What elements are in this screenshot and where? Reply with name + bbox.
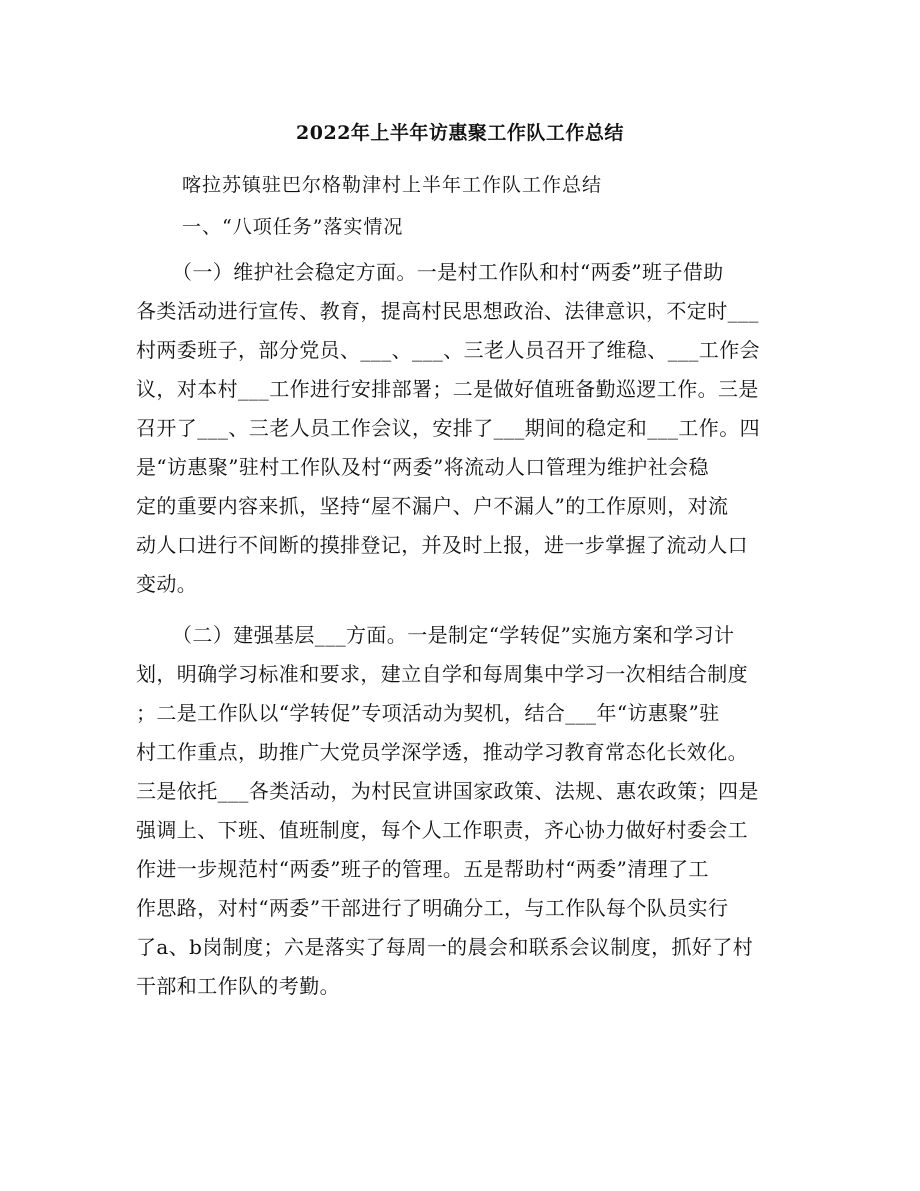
paragraph-line: 三是依托___各类活动，为村民宣讲国家政策、法规、惠农政策；四是 bbox=[136, 779, 759, 803]
paragraph-line: 作思路，对村“两委”干部进行了明确分工，与工作队每个队员实行 bbox=[136, 896, 729, 920]
paragraph-line: 动人口进行不间断的摸排登记，并及时上报，进一步掌握了流动人口 bbox=[136, 533, 748, 557]
paragraph-line: 了a、b岗制度；六是落实了每周一的晨会和联系会议制度，抓好了村 bbox=[136, 935, 754, 959]
paragraph-line: 各类活动进行宣传、教育，提高村民思想政治、法律意识，不定时___ bbox=[136, 299, 759, 323]
paragraph-line: 村工作重点，助推广大党员学深学透，推动学习教育常态化长效化。 bbox=[136, 740, 748, 764]
paragraph-line: 召开了___、三老人员工作会议，安排了___期间的稳定和___工作。四 bbox=[136, 416, 760, 440]
paragraph-line: 划，明确学习标准和要求，建立自学和每周集中学习一次相结合制度 bbox=[136, 662, 748, 686]
paragraph-line: 强调上、下班、值班制度，每个人工作职责，齐心协力做好村委会工 bbox=[136, 818, 748, 842]
paragraph-line: （二）建强基层___方面。一是制定“学转促”实施方案和学习计 bbox=[172, 623, 735, 647]
paragraph-line: 村两委班子，部分党员、___、___、三老人员召开了维稳、___工作会 bbox=[136, 338, 760, 362]
paragraph-line: 干部和工作队的考勤。 bbox=[136, 974, 340, 998]
paragraph-line: 定的重要内容来抓，坚持“屋不漏户、户不漏人”的工作原则，对流 bbox=[136, 494, 729, 518]
document-title: 2022年上半年访惠聚工作队工作总结 bbox=[296, 122, 624, 144]
paragraph-line: ；二是工作队以“学转促”专项活动为契机，结合___年“访惠聚”驻 bbox=[136, 701, 720, 725]
paragraph-line: 是“访惠聚”驻村工作队及村“两委”将流动人口管理为维护社会稳 bbox=[136, 455, 709, 479]
document-subtitle: 喀拉苏镇驻巴尔格勒津村上半年工作队工作总结 bbox=[182, 174, 603, 196]
paragraph-line: 议，对本村___工作进行安排部署；二是做好值班备勤巡逻工作。三是 bbox=[136, 377, 759, 401]
paragraph-line: （一）维护社会稳定方面。一是村工作队和村“两委”班子借助 bbox=[172, 260, 724, 284]
paragraph-line: 作进一步规范村“两委”班子的管理。五是帮助村“两委”清理了工 bbox=[136, 857, 709, 881]
paragraph-line: 变动。 bbox=[136, 572, 198, 596]
section-heading: 一、“八项任务”落实情况 bbox=[182, 216, 404, 238]
